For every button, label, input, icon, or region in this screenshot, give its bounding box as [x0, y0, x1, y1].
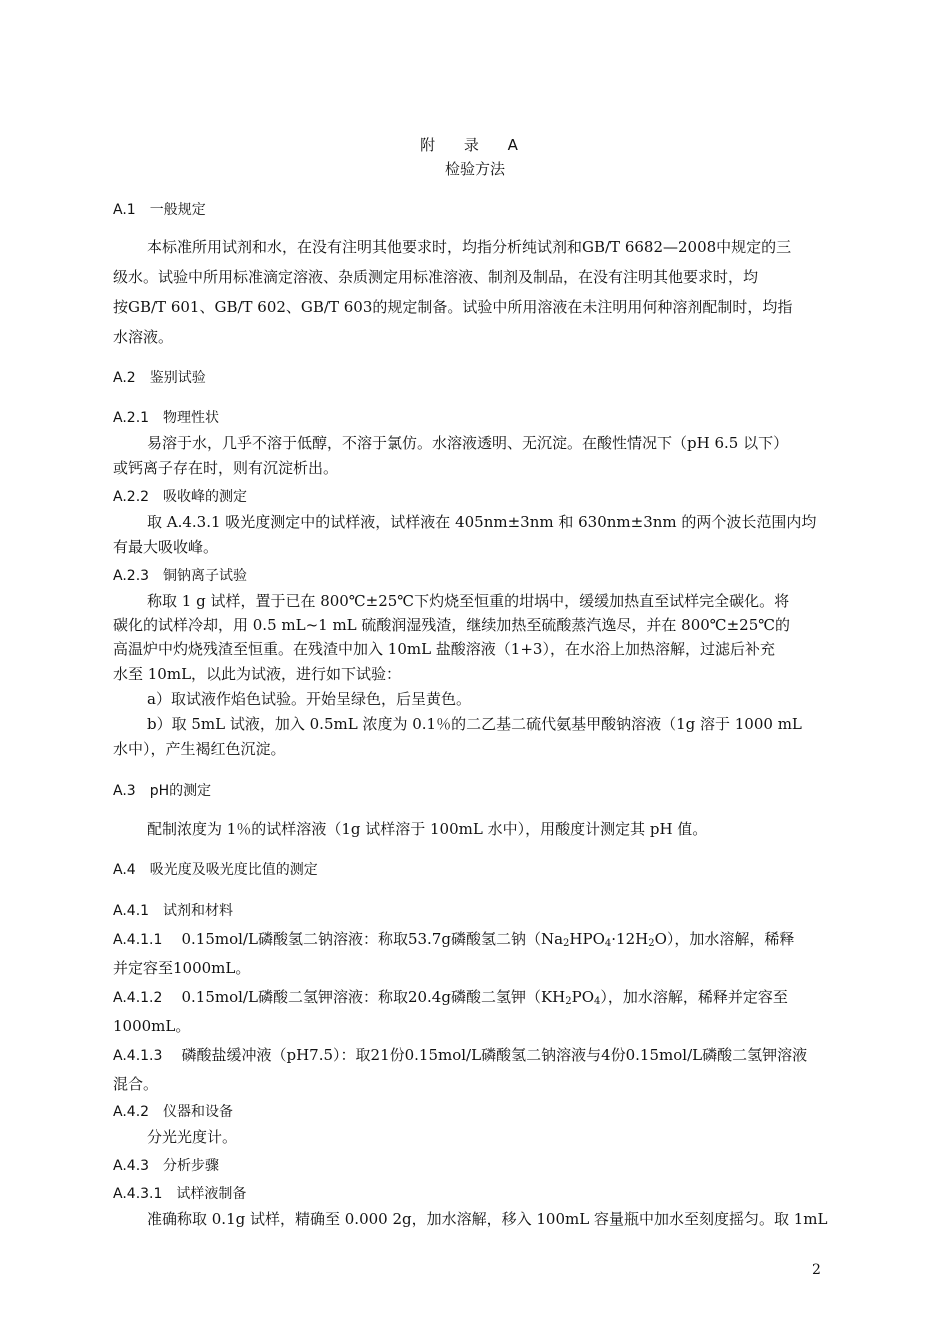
- para-line: 水溶液。: [113, 328, 174, 346]
- subscript: 2: [565, 996, 572, 1007]
- clause-number: A.4.1.2: [113, 990, 163, 1006]
- subscript: 4: [604, 938, 612, 949]
- page-number: 2: [812, 1262, 821, 1278]
- list-item-b: b）取 5mL 试液，加入 0.5mL 浓度为 0.1％的二乙基二硫代氨基甲酸钠溶液（1g 溶于 1000 mL: [147, 715, 802, 733]
- subscript: 4: [594, 996, 601, 1007]
- para-line: 配制浓度为 1％的试样溶液（1g 试样溶于 100mL 水中），用酸度计测定其 pH 值。: [147, 820, 708, 838]
- para-line: 称取 1 g 试样，置于已在 800℃±25℃下灼烧至恒重的坩埚中，缓缓加热直至试样完全碳化。将: [147, 592, 790, 610]
- para-line: 并定容至1000mL。: [113, 959, 251, 977]
- para-line: 1000mL。: [113, 1017, 191, 1035]
- para-line: 级水。试验中所用标准滴定溶液、杂质测定用标准溶液、制剂及制品，在没有注明其他要求时，均: [113, 268, 759, 286]
- subscript: 2: [563, 938, 570, 949]
- heading-a4: A.4 吸光度及吸光度比值的测定: [113, 862, 318, 878]
- subscript: 2: [648, 938, 655, 949]
- appendix-name: 检验方法: [444, 160, 505, 178]
- para-line: 混合。: [113, 1075, 159, 1093]
- para-line: 高温炉中灼烧残渣至恒重。在残渣中加入 10mL 盐酸溶液（1+3），在水浴上加热溶解，过滤后补充: [113, 640, 775, 658]
- clause-number: A.4.1.1: [113, 932, 163, 948]
- para-line: 水至 10mL，以此为试液，进行如下试验：: [113, 665, 402, 683]
- heading-a23: A.2.3 铜钠离子试验: [113, 568, 248, 584]
- heading-a3: A.3 pH的测定: [113, 783, 212, 799]
- clause-number: A.4.1.3: [113, 1048, 163, 1064]
- para-line: 本标准所用试剂和水，在没有注明其他要求时，均指分析纯试剂和GB/T 6682—2008中规定的三: [147, 238, 792, 256]
- para-a411-line1: [113, 929, 794, 950]
- para-line: 水中），产生褐红色沉淀。: [113, 740, 286, 758]
- heading-a41: A.4.1 试剂和材料: [113, 903, 234, 919]
- para-line: 或钙离子存在时，则有沉淀析出。: [113, 459, 339, 477]
- para-line: 准确称取 0.1g 试样，精确至 0.000 2g，加水溶解，移入 100mL 容量瓶中加水至刻度摇匀。取 1mL: [147, 1210, 828, 1228]
- list-item-a: a）取试液作焰色试验。开始呈绿色，后呈黄色。: [147, 690, 471, 708]
- heading-a43: A.4.3 分析步骤: [113, 1158, 220, 1174]
- para-line: 按GB/T 601、GB/T 602、GB/T 603的规定制备。试验中所用溶液在未注明用何种溶剂配制时，均指: [113, 298, 793, 316]
- text-run: 0.15mol/L磷酸二氢钾溶液：称取20.4g磷酸二氢钾（KH: [181, 988, 566, 1006]
- para-line: 分光光度计。: [147, 1128, 238, 1146]
- text-run: PO: [571, 988, 595, 1006]
- text-run: ·12H: [611, 930, 649, 948]
- para-line: 有最大吸收峰。: [113, 538, 219, 556]
- heading-a431: A.4.3.1 试样液制备: [113, 1186, 247, 1202]
- para-line: 取 A.4.3.1 吸光度测定中的试样液，试样液在 405nm±3nm 和 630nm±3nm 的两个波长范围内均: [147, 513, 817, 531]
- text-run: 磷酸盐缓冲液（pH7.5）：取21份0.15mol/L磷酸氢二钠溶液与4份0.15mol/L磷酸二氢钾溶液: [181, 1046, 808, 1064]
- text-run: O），加水溶解，稀释: [654, 930, 795, 948]
- text-run: 0.15mol/L磷酸氢二钠溶液：称取53.7g磷酸氢二钠（Na: [181, 930, 564, 948]
- text-run: ），加水溶解，稀释并定容至: [600, 988, 788, 1006]
- appendix-title: 附 录 A: [420, 136, 530, 154]
- heading-a22: A.2.2 吸收峰的测定: [113, 489, 248, 505]
- text-run: HPO: [569, 930, 605, 948]
- para-a413-line1: [113, 1045, 807, 1066]
- heading-a21: A.2.1 物理性状: [113, 410, 220, 426]
- heading-a42: A.4.2 仪器和设备: [113, 1104, 234, 1120]
- para-a412-line1: [113, 987, 788, 1008]
- para-line: 碳化的试样冷却，用 0.5 mL~1 mL 硫酸润湿残渣，继续加热至硫酸蒸汽逸尽，并在 800℃±25℃的: [113, 616, 791, 634]
- para-line: 易溶于水，几乎不溶于低醇，不溶于氯仿。水溶液透明、无沉淀。在酸性情况下（pH 6.5 以下）: [147, 434, 789, 452]
- heading-a2: A.2 鉴别试验: [113, 370, 206, 386]
- heading-a1: A.1 一般规定: [113, 202, 206, 218]
